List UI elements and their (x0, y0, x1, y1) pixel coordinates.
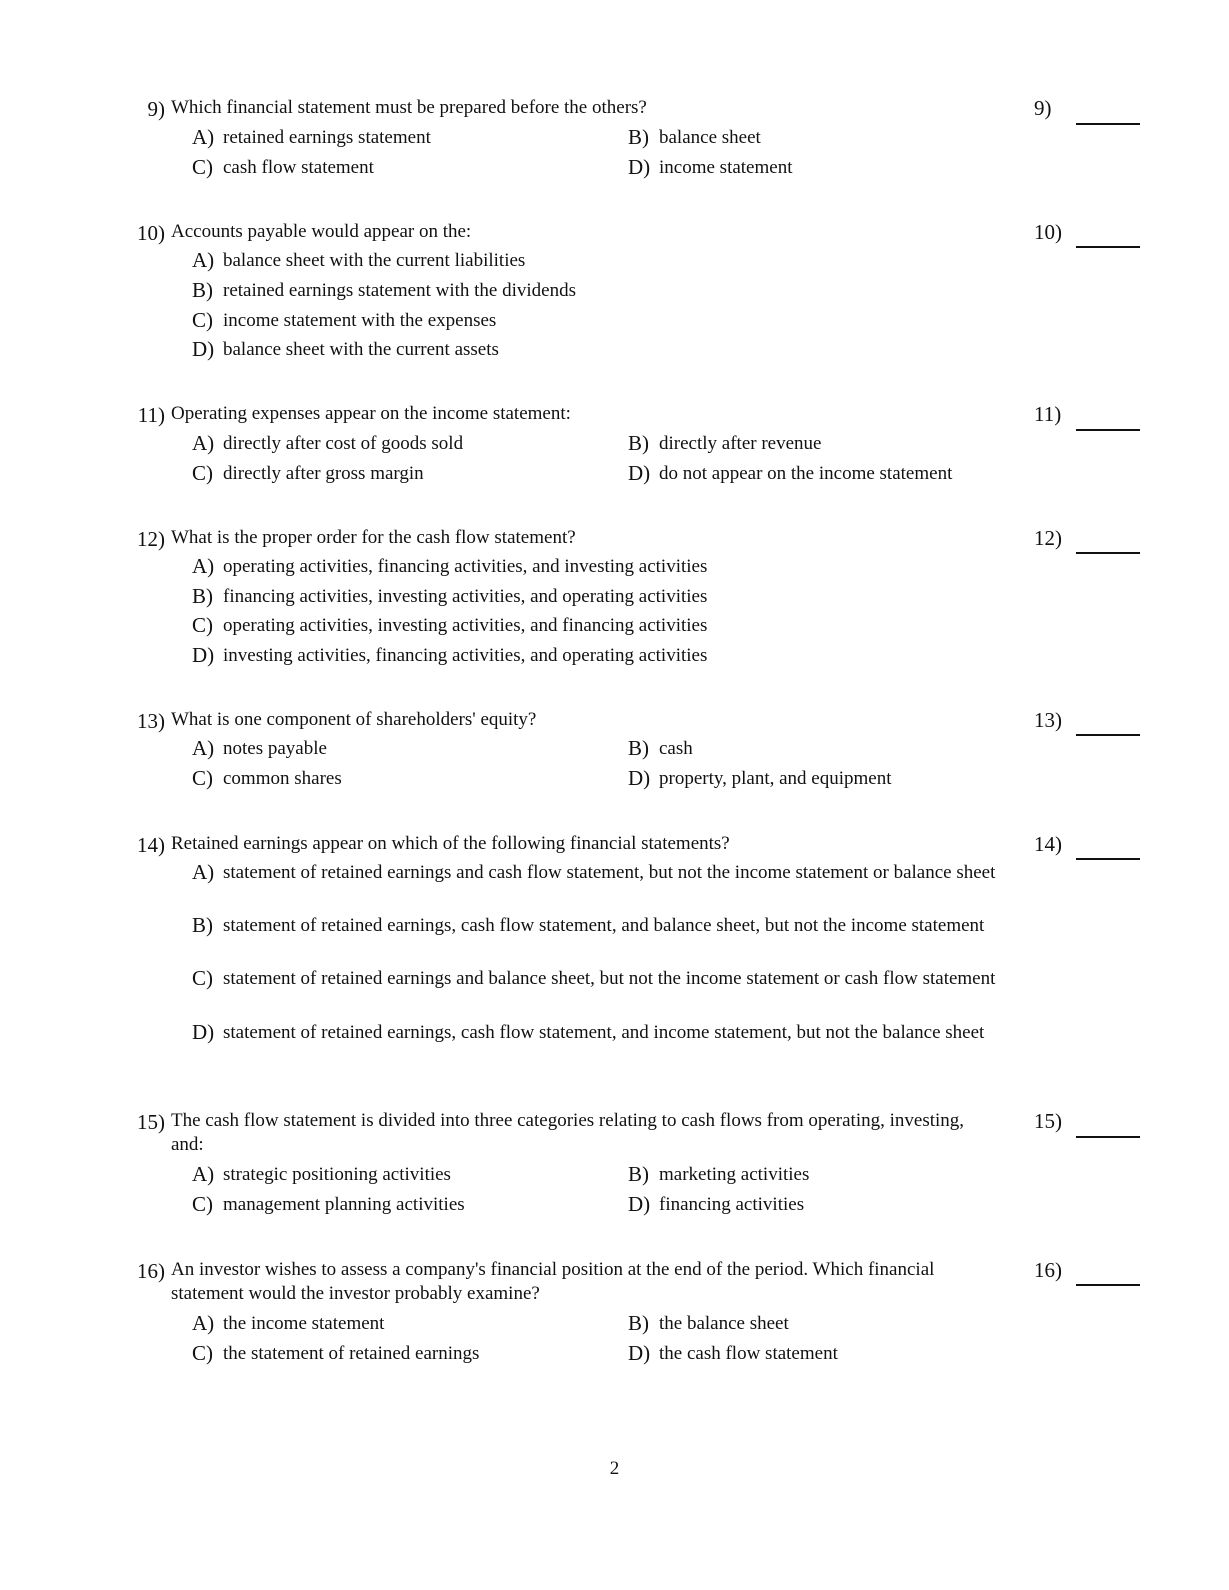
option-letter: B) (628, 736, 649, 760)
option-letter: B) (628, 431, 649, 455)
option-text: common shares (223, 768, 342, 789)
option-text: cash (659, 738, 693, 759)
option-letter: D) (628, 461, 651, 485)
question-text: What is the proper order for the cash flow statement? (171, 527, 576, 548)
option-letter: A) (192, 736, 215, 760)
option-letter: C) (192, 1341, 213, 1365)
option-letter: A) (192, 554, 215, 578)
option-letter: C) (192, 766, 213, 790)
option-text: management planning activities (223, 1194, 465, 1215)
option-letter: D) (192, 1020, 215, 1044)
option-text: retained earnings statement with the dividends (223, 280, 576, 301)
option-text: directly after gross margin (223, 463, 424, 484)
answer-number: 12) (1034, 526, 1062, 550)
answer-blank[interactable] (1076, 1136, 1140, 1138)
question-text: An investor wishes to assess a company's financial position at the end of the period. Which financial statement would the investor probably examine? (171, 1259, 935, 1304)
option-text: statement of retained earnings, cash flow statement, and income statement, but not the balance sheet (223, 1022, 985, 1043)
option-letter: B) (192, 913, 213, 937)
option-text: statement of retained earnings and balance sheet, but not the income statement or cash flow statement (223, 968, 996, 989)
question-number: 10) (137, 221, 165, 245)
question-number: 15) (137, 1110, 165, 1134)
question-number: 14) (137, 833, 165, 857)
question-text: Operating expenses appear on the income statement: (171, 403, 571, 424)
answer-number: 15) (1034, 1109, 1062, 1133)
option-letter: B) (192, 278, 213, 302)
option-letter: B) (628, 1311, 649, 1335)
answer-blank[interactable] (1076, 734, 1140, 736)
question-number: 12) (137, 527, 165, 551)
option-letter: C) (192, 461, 213, 485)
option-text: financing activities (659, 1194, 805, 1215)
answer-blank[interactable] (1076, 1284, 1140, 1286)
option-text: balance sheet (659, 127, 761, 148)
option-letter: D) (628, 1341, 651, 1365)
option-text: directly after revenue (659, 433, 822, 454)
answer-blank[interactable] (1076, 123, 1140, 125)
option-letter: B) (628, 1162, 649, 1186)
answer-blank[interactable] (1076, 552, 1140, 554)
answer-number: 9) (1034, 96, 1052, 120)
option-text: income statement (659, 157, 793, 178)
answer-number: 16) (1034, 1258, 1062, 1282)
option-letter: A) (192, 1311, 215, 1335)
option-letter: C) (192, 966, 213, 990)
answer-number: 11) (1034, 402, 1062, 426)
option-text: cash flow statement (223, 157, 374, 178)
option-letter: A) (192, 125, 215, 149)
option-text: statement of retained earnings and cash flow statement, but not the income statement or balance sheet (223, 862, 996, 883)
option-text: marketing activities (659, 1164, 810, 1185)
option-letter: D) (192, 337, 215, 361)
option-text: balance sheet with the current liabilities (223, 250, 526, 271)
option-text: operating activities, investing activities, and financing activities (223, 615, 708, 636)
option-text: retained earnings statement (223, 127, 431, 148)
answer-number: 13) (1034, 708, 1062, 732)
option-letter: C) (192, 155, 213, 179)
option-letter: B) (192, 584, 213, 608)
option-text: balance sheet with the current assets (223, 339, 499, 360)
question-number: 16) (137, 1259, 165, 1283)
option-letter: C) (192, 308, 213, 332)
option-text: the income statement (223, 1313, 385, 1334)
option-text: the cash flow statement (659, 1343, 838, 1364)
page-number: 2 (609, 1458, 620, 1479)
option-letter: A) (192, 860, 215, 884)
option-letter: A) (192, 431, 215, 455)
answer-number: 10) (1034, 220, 1062, 244)
answer-blank[interactable] (1076, 858, 1140, 860)
option-letter: A) (192, 248, 215, 272)
option-text: the balance sheet (659, 1313, 789, 1334)
option-letter: D) (628, 155, 651, 179)
option-text: directly after cost of goods sold (223, 433, 464, 454)
option-text: investing activities, financing activities, and operating activities (223, 645, 708, 666)
question-number: 13) (137, 709, 165, 733)
option-letter: A) (192, 1162, 215, 1186)
option-letter: D) (628, 1192, 651, 1216)
option-text: income statement with the expenses (223, 310, 497, 331)
question-text: What is one component of shareholders' equity? (171, 709, 537, 730)
option-letter: C) (192, 613, 213, 637)
option-letter: C) (192, 1192, 213, 1216)
option-text: property, plant, and equipment (659, 768, 892, 789)
answer-number: 14) (1034, 832, 1062, 856)
answer-blank[interactable] (1076, 246, 1140, 248)
question-text: The cash flow statement is divided into three categories relating to cash flows from operating, investing, and: (171, 1110, 965, 1155)
option-text: operating activities, financing activities, and investing activities (223, 556, 708, 577)
answer-blank[interactable] (1076, 429, 1140, 431)
option-text: the statement of retained earnings (223, 1343, 480, 1364)
option-text: financing activities, investing activities, and operating activities (223, 586, 708, 607)
option-text: statement of retained earnings, cash flow statement, and balance sheet, but not the income statement (223, 915, 985, 936)
question-number: 9) (147, 97, 165, 121)
option-letter: D) (192, 643, 215, 667)
question-text: Which financial statement must be prepared before the others? (171, 97, 647, 118)
option-letter: B) (628, 125, 649, 149)
option-text: notes payable (223, 738, 327, 759)
question-text: Retained earnings appear on which of the following financial statements? (171, 833, 730, 854)
option-text: strategic positioning activities (223, 1164, 451, 1185)
option-letter: D) (628, 766, 651, 790)
option-text: do not appear on the income statement (659, 463, 953, 484)
question-text: Accounts payable would appear on the: (171, 221, 472, 242)
question-number: 11) (137, 403, 165, 427)
